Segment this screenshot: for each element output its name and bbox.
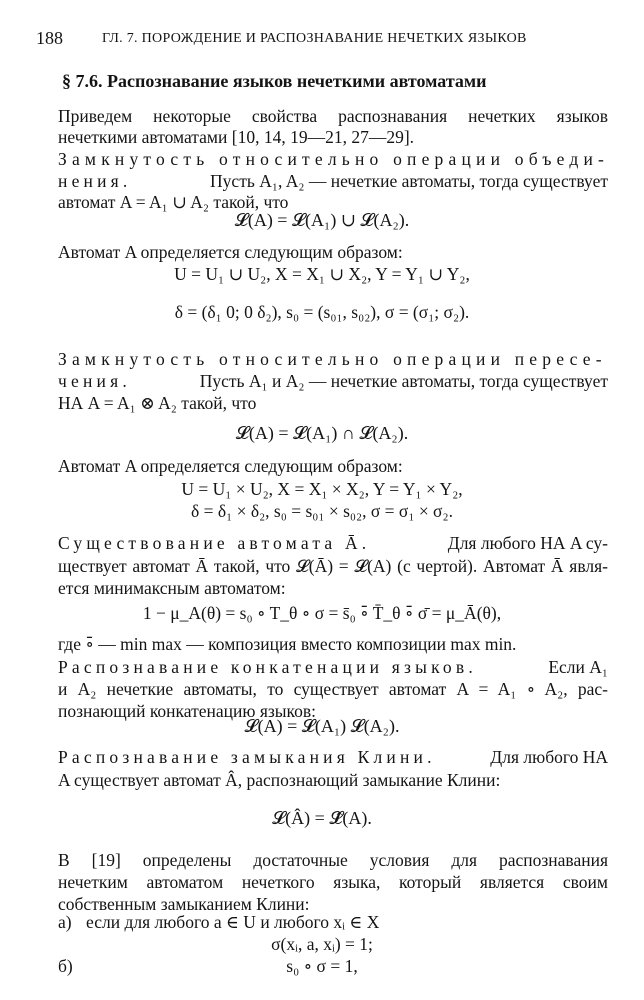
body-line	[58, 532, 608, 554]
body-line: НА A = A₁ ⊗ A₂ такой, что	[58, 393, 257, 413]
concatenation-heading: Распознавание конкатенации языков.	[58, 657, 477, 677]
equation-concatenation: 𝓛(A) = 𝓛(A₁) 𝓛(A₂).	[244, 716, 400, 736]
equation-kleene: 𝓛(Â) = 𝓛̂(A).	[272, 808, 372, 828]
intersection-heading: Замкнутость относительно операции пересе-	[58, 349, 607, 369]
existence-text: Для любого НА A су-	[447, 533, 608, 553]
body-line: Автомат A определяется следующим образом:	[58, 242, 403, 262]
intersection-heading-tail: чения.	[58, 371, 131, 391]
list-item-text: если для любого a ∈ U и любого xᵢ ∈ X	[86, 912, 380, 932]
body-line: ществует автомат Ā такой, что 𝓛(Ā) = 𝓛(A) (с чертой). Автомат Ā явля-	[58, 556, 608, 576]
section-title: Распознавание языков нечеткими автоматами	[107, 71, 487, 91]
section-heading	[62, 71, 487, 92]
body-line: и A₂ нечеткие автоматы, то существует автомат A = A₁ ∘ A₂, рас-	[58, 679, 608, 699]
equation-union-delta: δ = (δ₁ 0; 0 δ₂), s₀ = (s₀₁, s₀₂), σ = (σ₁; σ₂).	[174, 302, 470, 322]
concatenation-text: Если A₁	[548, 657, 608, 677]
kleene-text: Для любого НА	[490, 747, 608, 767]
running-title: ГЛ. 7. ПОРОЖДЕНИЕ И РАСПОЗНАВАНИЕ НЕЧЕТКИХ ЯЗЫКОВ	[102, 31, 527, 46]
equation-intersection-delta: δ = δ₁ × δ₂, s₀ = s₀₁ × s₀₂, σ = σ₁ × σ₂.	[191, 501, 453, 521]
union-text: Пусть A₁, A₂ — нечеткие автоматы, тогда существует	[210, 171, 608, 191]
existence-heading: Существование автомата Ā.	[58, 533, 371, 553]
equation-intersection-sets: U = U₁ × U₂, X = X₁ × X₂, Y = Y₁ × Y₂,	[181, 479, 463, 499]
union-heading: Замкнутость относительно операции объеди-	[58, 149, 610, 169]
equation-item-a: σ(xᵢ, a, xᵢ) = 1;	[271, 934, 373, 954]
body-line	[58, 170, 608, 192]
body-line	[58, 746, 608, 768]
body-line: В [19] определены достаточные условия для распознавания	[58, 850, 608, 870]
body-line: познающий конкатенацию языков:	[58, 701, 317, 721]
body-line: автомат A = A₁ ∪ A₂ такой, что	[58, 192, 289, 212]
equation-minimax: 1 − μ_A(θ) = s₀ ∘ T_θ ∘ σ = s̄₀ ∘̄ T̄_θ ∘̄ σ̄ = μ_Ā(θ),	[142, 603, 502, 623]
body-line: A существует автомат Â, распознающий замыкание Клини:	[58, 770, 501, 790]
body-line: Автомат A определяется следующим образом:	[58, 456, 403, 476]
equation-union-sets: U = U₁ ∪ U₂, X = X₁ ∪ X₂, Y = Y₁ ∪ Y₂,	[174, 264, 470, 284]
union-heading-tail: нения.	[58, 171, 132, 191]
body-line: где ∘̄ — min max — композиция вместо композиции max min.	[58, 634, 517, 654]
body-line	[58, 370, 608, 392]
body-line: нечеткими автоматами [10, 14, 19—21, 27—29].	[58, 127, 415, 147]
equation-union: 𝓛(A) = 𝓛(A₁) ∪ 𝓛(A₂).	[234, 210, 410, 230]
list-item-label: а)	[58, 912, 72, 932]
body-line	[58, 656, 608, 678]
body-line: собственным замыканием Клини:	[58, 894, 310, 914]
body-line: нечетким автоматом нечеткого языка, который является своим	[58, 872, 608, 892]
page-number: 188	[36, 28, 63, 48]
body-line: Приведем некоторые свойства распознавания нечетких языков	[58, 106, 608, 126]
body-line: ется минимаксным автоматом:	[58, 578, 286, 598]
equation-item-b: s₀ ∘ σ = 1,	[286, 956, 358, 976]
section-number: § 7.6.	[62, 71, 103, 91]
list-item-label: б)	[58, 956, 73, 976]
kleene-heading: Распознавание замыкания Клини.	[58, 747, 436, 767]
equation-intersection: 𝓛(A) = 𝓛(A₁) ∩ 𝓛(A₂).	[235, 423, 409, 443]
intersection-text: Пусть A₁ и A₂ — нечеткие автоматы, тогда существует	[199, 371, 608, 391]
